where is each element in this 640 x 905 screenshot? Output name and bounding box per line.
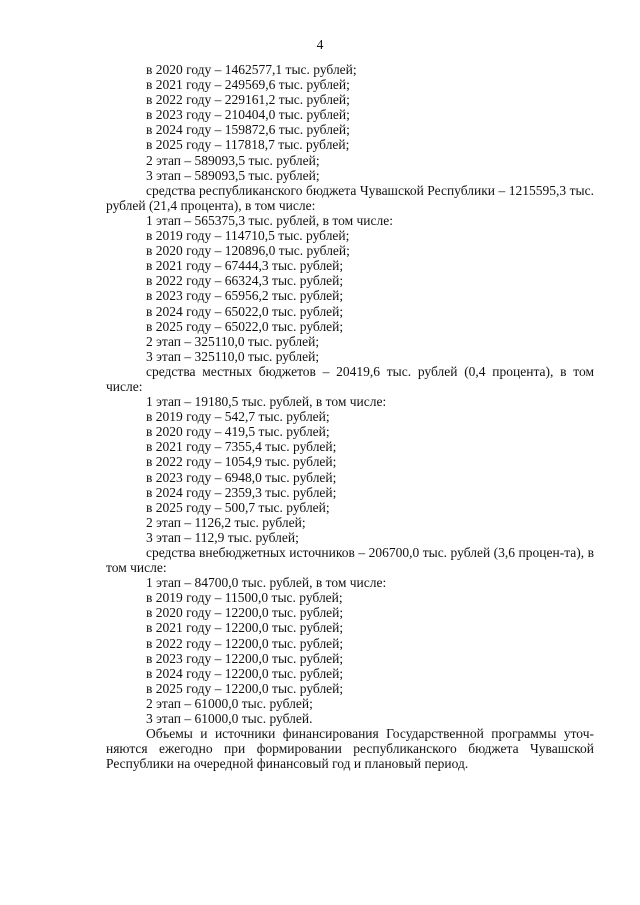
list-item: в 2022 году – 229161,2 тыс. рублей;: [146, 92, 350, 108]
list-item: 2 этап – 1126,2 тыс. рублей;: [146, 514, 306, 530]
list-item: в 2025 году – 65022,0 тыс. рублей;: [146, 318, 344, 334]
list-item: в 2023 году – 65956,2 тыс. рублей;: [146, 288, 344, 304]
list-item: в 2020 году – 120896,0 тыс. рублей;: [146, 243, 350, 259]
list-item: в 2024 году – 2359,3 тыс. рублей;: [146, 484, 337, 500]
list-item: в 2019 году – 542,7 тыс. рублей;: [146, 409, 330, 425]
list-item: в 2023 году – 6948,0 тыс. рублей;: [146, 469, 337, 485]
block-federal-years: [106, 62, 594, 183]
list-item: в 2020 году – 419,5 тыс. рублей;: [146, 424, 330, 440]
paragraph-final-note: Объемы и источники финансирования Государственной программы уточ-няются ежегодно при формировании республиканского бюджета Чувашской Республики на очередной финансовый год и плановый период.: [106, 726, 594, 772]
list-item: 1 этап – 84700,0 тыс. рублей, в том числе:: [146, 575, 387, 591]
list-item: 2 этап – 589093,5 тыс. рублей;: [146, 152, 320, 168]
list-item: в 2024 году – 65022,0 тыс. рублей;: [146, 303, 344, 319]
list-item: в 2021 году – 12200,0 тыс. рублей;: [146, 620, 344, 636]
list-item: в 2025 году – 12200,0 тыс. рублей;: [146, 680, 344, 696]
list-item: 3 этап – 325110,0 тыс. рублей;: [146, 348, 320, 364]
list-item: в 2020 году – 12200,0 тыс. рублей;: [146, 605, 344, 621]
list-item: в 2019 году – 11500,0 тыс. рублей;: [146, 590, 343, 606]
block-republic-years: [106, 213, 594, 364]
list-item: в 2024 году – 12200,0 тыс. рублей;: [146, 665, 344, 681]
list-item: в 2022 году – 1054,9 тыс. рублей;: [146, 454, 337, 470]
list-item: в 2023 году – 12200,0 тыс. рублей;: [146, 650, 344, 666]
block-local-years: [106, 394, 594, 545]
list-item: 1 этап – 565375,3 тыс. рублей, в том числе:: [146, 212, 393, 228]
list-item: в 2024 году – 159872,6 тыс. рублей;: [146, 122, 350, 138]
list-item: в 2019 году – 114710,5 тыс. рублей;: [146, 228, 350, 244]
paragraph-extrabudgetary: средства внебюджетных источников – 206700,0 тыс. рублей (3,6 процен-та), в том числе:: [106, 545, 594, 576]
list-item: 2 этап – 61000,0 тыс. рублей;: [146, 695, 313, 711]
list-item: в 2022 году – 66324,3 тыс. рублей;: [146, 273, 344, 289]
document-body: [106, 62, 594, 771]
list-item: в 2020 году – 1462577,1 тыс. рублей;: [146, 62, 357, 77]
list-item: в 2025 году – 117818,7 тыс. рублей;: [146, 137, 350, 153]
list-item: 3 этап – 61000,0 тыс. рублей.: [146, 711, 313, 727]
list-item: в 2023 году – 210404,0 тыс. рублей;: [146, 107, 350, 123]
block-extrabudgetary-years: [106, 575, 594, 726]
list-item: в 2025 году – 500,7 тыс. рублей;: [146, 499, 330, 515]
list-item: в 2021 году – 67444,3 тыс. рублей;: [146, 258, 344, 274]
paragraph-republic-budget: средства республиканского бюджета Чувашской Республики – 1215595,3 тыс. рублей (21,4 процента), в том числе:: [106, 182, 594, 213]
paragraph-local-budgets: средства местных бюджетов – 20419,6 тыс. рублей (0,4 процента), в том числе:: [106, 363, 594, 394]
list-item: 3 этап – 589093,5 тыс. рублей;: [146, 167, 320, 183]
list-item: 1 этап – 19180,5 тыс. рублей, в том числе:: [146, 394, 387, 410]
list-item: 2 этап – 325110,0 тыс. рублей;: [146, 333, 320, 349]
list-item: в 2021 году – 7355,4 тыс. рублей;: [146, 439, 337, 455]
page-number: 4: [316, 37, 324, 52]
list-item: 3 этап – 112,9 тыс. рублей;: [146, 529, 299, 545]
list-item: в 2021 году – 249569,6 тыс. рублей;: [146, 77, 350, 93]
list-item: в 2022 году – 12200,0 тыс. рублей;: [146, 635, 344, 651]
